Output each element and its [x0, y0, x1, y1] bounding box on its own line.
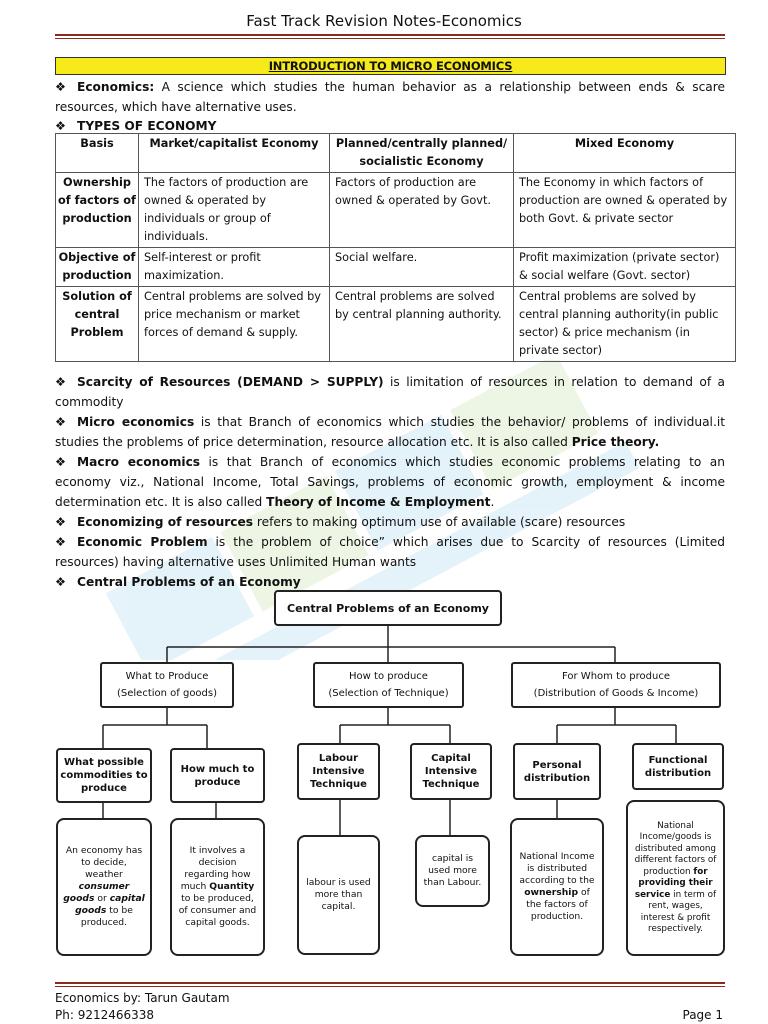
table-cell: Solution of central Problem — [56, 287, 139, 362]
footer-rule-thin — [55, 986, 725, 987]
bullet-icon: ❖ — [55, 575, 66, 589]
page-number: Page 1 — [682, 1008, 723, 1022]
scarcity-point: ❖ Scarcity of Resources (DEMAND > SUPPLY) is limitation of resources in relation to demand of a commodity — [55, 372, 725, 412]
what-possible-box: What possible commodities to produce — [56, 748, 152, 803]
table-cell: Factors of production are owned & operated by Govt. — [330, 173, 514, 248]
table-cell: Ownership of factors of production — [56, 173, 139, 248]
bullet-icon: ❖ — [55, 415, 66, 429]
bullet-icon: ❖ — [55, 80, 66, 94]
table-cell: The factors of production are owned & operated by individuals or group of individuals. — [139, 173, 330, 248]
economy-types-table — [55, 133, 736, 362]
table-header: Market/capitalist Economy — [139, 134, 330, 173]
table-header: Basis — [56, 134, 139, 173]
personal-detail: National Income is distributed according to the ownership of the factors of production. — [510, 818, 604, 956]
what-to-produce-box — [100, 662, 234, 708]
box-subtitle: (Selection of goods) — [116, 688, 218, 699]
labour-intensive-box: Labour Intensive Technique — [297, 743, 380, 800]
box-title: For Whom to produce — [562, 671, 670, 682]
footer-author: Economics by: Tarun Gautam — [55, 991, 230, 1005]
what-possible-detail: An economy has to decide, weather consumer goods or capital goods to be produced. — [56, 818, 152, 956]
footer-rule — [55, 982, 725, 984]
box-title: What to Produce — [125, 671, 209, 682]
table-header: Mixed Economy — [514, 134, 736, 173]
for-whom-box — [511, 662, 721, 708]
economics-definition: ❖ Economics: A science which studies the human behavior as a relationship between ends & scare resources, which have alternative uses. — [55, 77, 725, 117]
table-cell: Social welfare. — [330, 248, 514, 287]
table-row — [56, 287, 736, 362]
section-title: INTRODUCTION TO MICRO ECONOMICS — [55, 57, 726, 75]
table-cell: Central problems are solved by central planning authority(in public sector) & price mechanism (in private sector) — [514, 287, 736, 362]
capital-intensive-box: Capital Intensive Technique — [410, 743, 492, 800]
central-problems-heading: ❖ Central Problems of an Economy — [55, 572, 725, 592]
footer-phone: Ph: 9212466338 — [55, 1008, 155, 1022]
header-rule-thin — [55, 38, 725, 39]
table-cell: Profit maximization (private sector) & social welfare (Govt. sector) — [514, 248, 736, 287]
bullet-icon: ❖ — [55, 119, 66, 133]
labour-detail: labour is used more than capital. — [297, 835, 380, 955]
types-heading: ❖ TYPES OF ECONOMY — [55, 116, 725, 136]
economic-problem-point: ❖ Economic Problem is the problem of choice” which arises due to Scarcity of resources (Limited resources) having alternative uses Unlimited Human wants — [55, 532, 725, 572]
table-cell: Self-interest or profit maximization. — [139, 248, 330, 287]
table-cell: Central problems are solved by central planning authority. — [330, 287, 514, 362]
functional-distribution-box: Functional distribution — [632, 743, 724, 790]
table-cell: Central problems are solved by price mechanism or market forces of demand & supply. — [139, 287, 330, 362]
table-row — [56, 173, 736, 248]
functional-detail: National Income/goods is distributed among different factors of production for providing their service in term of rent, wages, interest & profit respectively. — [626, 800, 725, 956]
box-title: How to produce — [349, 671, 428, 682]
capital-detail: capital is used more than Labour. — [415, 835, 490, 907]
bullet-icon: ❖ — [55, 375, 66, 389]
header-rule — [55, 34, 725, 36]
bullet-icon: ❖ — [55, 455, 66, 469]
table-header-row — [56, 134, 736, 173]
table-row — [56, 248, 736, 287]
bullet-icon: ❖ — [55, 515, 66, 529]
bullet-icon: ❖ — [55, 535, 66, 549]
table-header: Planned/centrally planned/ socialistic Economy — [330, 134, 514, 173]
economizing-point: ❖ Economizing of resources refers to making optimum use of available (scare) resources — [55, 512, 725, 532]
box-subtitle: (Selection of Technique) — [328, 688, 449, 699]
macro-point: ❖ Macro economics is that Branch of economics which studies economic problems relating to an economy viz., National Income, Total Savings, problems of economic growth, employment & income determination etc. It is also called Theory of Income & Employment. — [55, 452, 725, 512]
box-subtitle: (Distribution of Goods & Income) — [533, 688, 699, 699]
table-cell: The Economy in which factors of production are owned & operated by both Govt. & private sector — [514, 173, 736, 248]
how-much-box: How much to produce — [170, 748, 265, 803]
how-to-produce-box — [313, 662, 464, 708]
micro-point: ❖ Micro economics is that Branch of economics which studies the behavior/ problems of individual.it studies the problems of price determination, resource allocation etc. It is also called Price theory. — [55, 412, 725, 452]
personal-distribution-box: Personal distribution — [513, 743, 601, 800]
how-much-detail: It involves a decision regarding how much Quantity to be produced, of consumer and capital goods. — [170, 818, 265, 956]
table-cell: Objective of production — [56, 248, 139, 287]
page-header: Fast Track Revision Notes-Economics — [246, 12, 522, 30]
diagram-root: Central Problems of an Economy — [274, 590, 502, 626]
